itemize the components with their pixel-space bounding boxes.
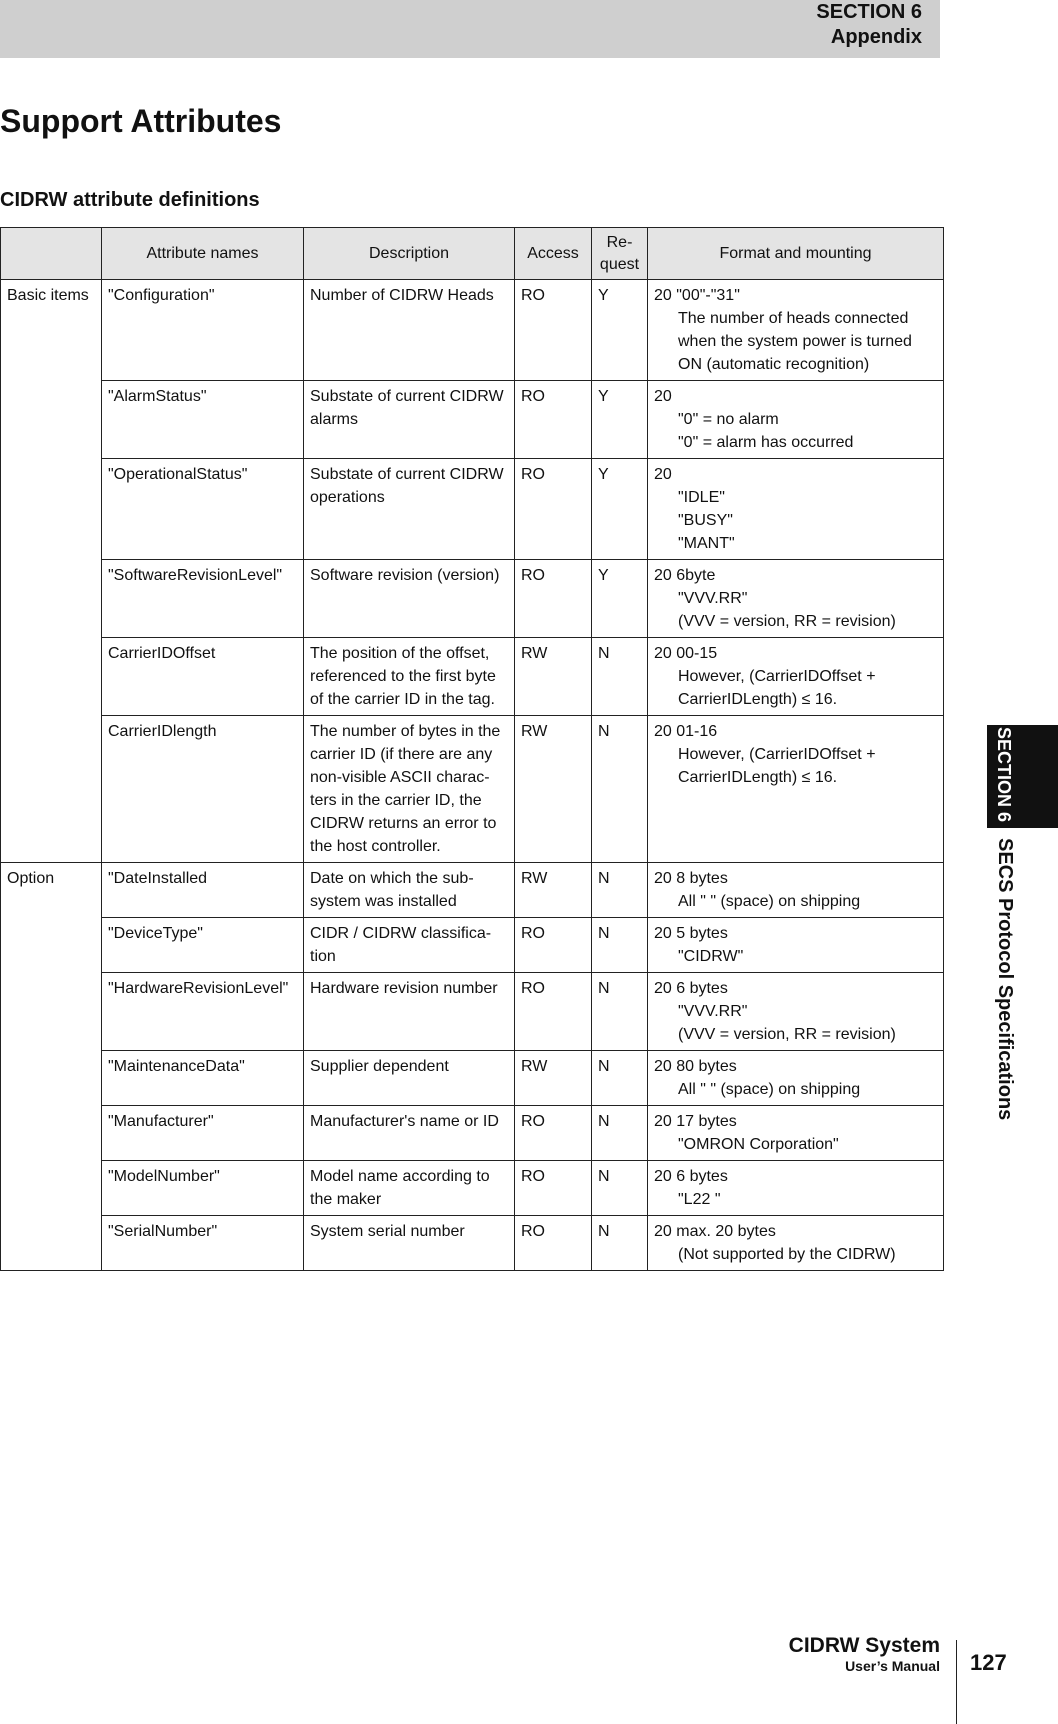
access-cell: RO <box>515 560 592 638</box>
format-cell <box>648 560 944 638</box>
group-label: Basic items <box>1 280 102 863</box>
format-detail-line: All " " (space) on shipping <box>678 1081 861 1098</box>
column-header-attribute-names: Attribute names <box>102 228 304 280</box>
attribute-name-cell: "OperationalStatus" <box>102 459 304 560</box>
column-header-group <box>1 228 102 280</box>
attribute-name-cell: "ModelNumber" <box>102 1161 304 1216</box>
table-row <box>1 638 944 716</box>
format-cell <box>648 918 944 973</box>
description-cell: Supplier dependent <box>304 1051 515 1106</box>
format-head: 20 00-15 <box>654 645 718 662</box>
description-cell: Software revision (version) <box>304 560 515 638</box>
format-detail-line: All " " (space) on shipping <box>678 893 861 910</box>
attribute-name-cell: "Manufacturer" <box>102 1106 304 1161</box>
format-head: 20 6 bytes <box>654 1168 728 1185</box>
header-band <box>0 0 940 58</box>
attribute-name-cell: CarrierIDOffset <box>102 638 304 716</box>
table-row <box>1 1051 944 1106</box>
request-cell: N <box>592 638 648 716</box>
format-cell <box>648 1161 944 1216</box>
footer-divider <box>956 1640 957 1724</box>
format-head: 20 17 bytes <box>654 1113 737 1130</box>
access-cell: RW <box>515 863 592 918</box>
format-cell <box>648 280 944 381</box>
format-head: 20 "00"-"31" <box>654 287 740 304</box>
format-head: 20 <box>654 388 672 405</box>
access-cell: RO <box>515 459 592 560</box>
column-header-access: Access <box>515 228 592 280</box>
format-head: 20 80 bytes <box>654 1058 737 1075</box>
attribute-name-cell: "Configuration" <box>102 280 304 381</box>
request-cell: Y <box>592 280 648 381</box>
page-title: Support Attributes <box>0 103 282 139</box>
table-row <box>1 459 944 560</box>
format-cell <box>648 381 944 459</box>
access-cell: RO <box>515 1161 592 1216</box>
format-detail-line: (VVV = version, RR = revision) <box>678 1026 896 1043</box>
column-header-request: Re- quest <box>592 228 648 280</box>
description-cell: Number of CIDRW Heads <box>304 280 515 381</box>
format-detail-line: The number of heads connected <box>678 310 909 327</box>
request-cell: N <box>592 1216 648 1271</box>
side-tab-section: SECTION 6 <box>994 727 1014 823</box>
request-cell: N <box>592 863 648 918</box>
page-number: 127 <box>970 1650 1007 1675</box>
format-cell <box>648 863 944 918</box>
request-cell: N <box>592 918 648 973</box>
format-detail-line: "L22 " <box>678 1191 721 1208</box>
attribute-name-cell: "HardwareRevisionLevel" <box>102 973 304 1051</box>
header-section-label: SECTION 6 <box>816 1 922 23</box>
attribute-name-cell: "DateInstalled <box>102 863 304 918</box>
description-cell: Hardware revision number <box>304 973 515 1051</box>
description-cell: The position of the offset, referenced to the first byte of the carrier ID in the tag. <box>304 638 515 716</box>
column-header-description: Description <box>304 228 515 280</box>
format-detail-line: "VVV.RR" <box>678 590 748 607</box>
format-detail-line: when the system power is turned <box>678 333 912 350</box>
format-detail-line: "CIDRW" <box>678 948 744 965</box>
group-label: Option <box>1 863 102 1271</box>
access-cell: RW <box>515 638 592 716</box>
table-row <box>1 1161 944 1216</box>
request-cell: N <box>592 1161 648 1216</box>
table-row <box>1 863 944 918</box>
attribute-name-cell: "AlarmStatus" <box>102 381 304 459</box>
access-cell: RO <box>515 918 592 973</box>
format-cell <box>648 1106 944 1161</box>
description-cell: Model name according to the maker <box>304 1161 515 1216</box>
request-cell: N <box>592 1106 648 1161</box>
description-cell: The number of bytes in the carrier ID (if there are any non-visible ASCII charac-ters in the carrier ID, the CIDRW returns an error to the host controller. <box>304 716 515 863</box>
access-cell: RW <box>515 1051 592 1106</box>
attribute-name-cell: "SoftwareRevisionLevel" <box>102 560 304 638</box>
table-title: CIDRW attribute definitions <box>0 189 260 211</box>
table-header-row <box>1 228 944 280</box>
attribute-name-cell: "DeviceType" <box>102 918 304 973</box>
format-cell <box>648 1051 944 1106</box>
format-detail-line: "0" = no alarm <box>678 411 779 428</box>
footer-manual-name: User’s Manual <box>845 1658 940 1674</box>
attribute-name-cell: CarrierIDlength <box>102 716 304 863</box>
footer-brand <box>789 1634 940 1674</box>
format-detail-line: ON (automatic recognition) <box>678 356 870 373</box>
access-cell: RW <box>515 716 592 863</box>
request-cell: Y <box>592 459 648 560</box>
format-cell <box>648 638 944 716</box>
table-row <box>1 716 944 863</box>
table-body <box>1 280 944 1271</box>
format-detail-line: CarrierIDLength) ≤ 16. <box>678 691 838 708</box>
attribute-name-cell: "SerialNumber" <box>102 1216 304 1271</box>
header-subsection-label: Appendix <box>830 26 922 48</box>
access-cell: RO <box>515 973 592 1051</box>
table-row <box>1 973 944 1051</box>
table-row <box>1 381 944 459</box>
format-detail-line: CarrierIDLength) ≤ 16. <box>678 769 838 786</box>
format-head: 20 8 bytes <box>654 870 728 887</box>
format-detail-line: "BUSY" <box>678 512 733 529</box>
access-cell: RO <box>515 381 592 459</box>
format-head: 20 max. 20 bytes <box>654 1223 776 1240</box>
description-cell: Substate of current CIDRW operations <box>304 459 515 560</box>
format-cell <box>648 1216 944 1271</box>
request-cell: N <box>592 1051 648 1106</box>
table-row <box>1 918 944 973</box>
description-cell: Date on which the sub-system was installed <box>304 863 515 918</box>
request-cell: Y <box>592 560 648 638</box>
format-head: 20 5 bytes <box>654 925 728 942</box>
format-detail-line: "0" = alarm has occurred <box>678 434 854 451</box>
format-detail-line: "MANT" <box>678 535 735 552</box>
table-row <box>1 280 944 381</box>
table-row <box>1 560 944 638</box>
format-detail-line: However, (CarrierIDOffset + <box>678 668 876 685</box>
request-cell: N <box>592 716 648 863</box>
format-head: 20 <box>654 466 672 483</box>
table-row <box>1 1106 944 1161</box>
request-cell: Y <box>592 381 648 459</box>
description-cell: Substate of current CIDRW alarms <box>304 381 515 459</box>
format-detail-line: (VVV = version, RR = revision) <box>678 613 896 630</box>
format-cell <box>648 459 944 560</box>
format-detail-line: However, (CarrierIDOffset + <box>678 746 876 763</box>
access-cell: RO <box>515 1106 592 1161</box>
request-cell: N <box>592 973 648 1051</box>
format-detail-line: (Not supported by the CIDRW) <box>678 1246 896 1263</box>
format-head: 20 6 bytes <box>654 980 728 997</box>
format-cell <box>648 973 944 1051</box>
attribute-name-cell: "MaintenanceData" <box>102 1051 304 1106</box>
description-cell: Manufacturer's name or ID <box>304 1106 515 1161</box>
format-head: 20 01-16 <box>654 723 718 740</box>
description-cell: System serial number <box>304 1216 515 1271</box>
attributes-table <box>0 227 944 1271</box>
column-header-format: Format and mounting <box>648 228 944 280</box>
format-detail-line: "VVV.RR" <box>678 1003 748 1020</box>
format-detail-line: "IDLE" <box>678 489 725 506</box>
side-tab-title: SECS Protocol Specifications <box>994 838 1016 1121</box>
header-section <box>816 0 922 50</box>
table-row <box>1 1216 944 1271</box>
format-detail-line: "OMRON Corporation" <box>678 1136 839 1153</box>
format-head: 20 6byte <box>654 567 716 584</box>
footer-system-name: CIDRW System <box>788 1634 940 1657</box>
description-cell: CIDR / CIDRW classifica-tion <box>304 918 515 973</box>
access-cell: RO <box>515 1216 592 1271</box>
format-cell <box>648 716 944 863</box>
access-cell: RO <box>515 280 592 381</box>
